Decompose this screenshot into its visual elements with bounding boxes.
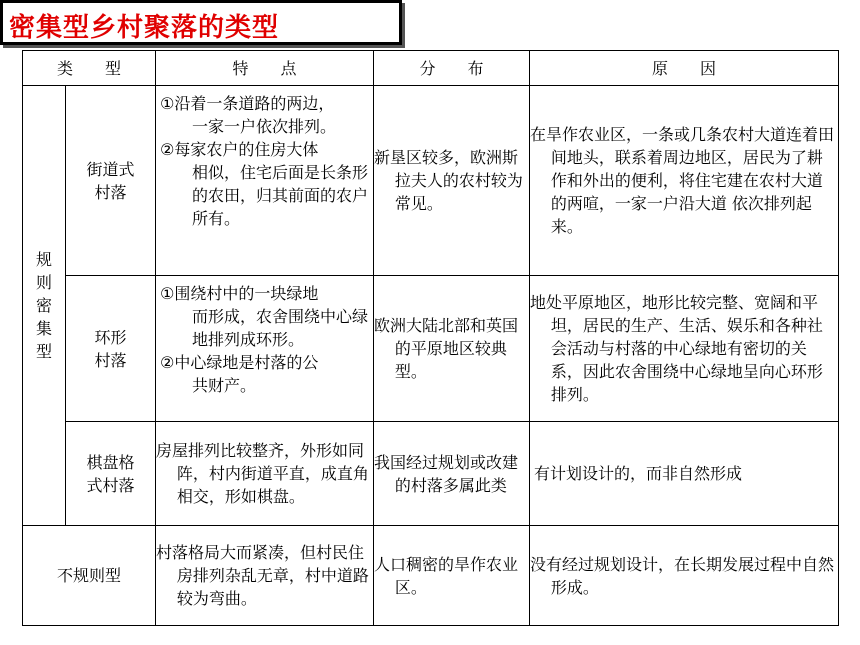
feature-mark: ①围绕村中的一块绿地 xyxy=(160,284,319,303)
header-distribution: 分 布 xyxy=(374,51,530,86)
subtype-cell xyxy=(66,276,156,422)
header-row xyxy=(23,51,839,86)
header-features: 特 点 xyxy=(156,51,374,86)
feature-cont: 而形成，农舍围绕中心绿地排列成环形。 xyxy=(192,307,369,349)
table-row xyxy=(23,86,839,276)
table-row xyxy=(23,526,839,626)
feature-cont: 共财产。 xyxy=(192,376,257,395)
distribution-cell: 新垦区较多，欧洲斯拉夫人的农村较为常见。 xyxy=(374,86,530,276)
distribution-cell: 人口稠密的旱作农业区。 xyxy=(374,526,530,626)
settlement-types-table xyxy=(22,50,839,626)
irregular-label: 不规则型 xyxy=(23,526,156,626)
reason-cell: 在旱作农业区，一条或几条农村大道连着田间地头，联系着周边地区，居民为了耕作和外出的便利，将住宅建在农村大道的两喧，一家一户沿大道 依次排列起来。 xyxy=(530,86,839,276)
reason-cell: 地处平原地区，地形比较完整、宽阔和平坦，居民的生产、生活、娱乐和各种社会活动与村落的中心绿地有密切的关系，因此农舍围绕中心绿地呈向心环形排列。 xyxy=(530,276,839,422)
subtype-label: 环形村落 xyxy=(94,327,127,370)
page-title: 密集型乡村聚落的类型 xyxy=(9,13,280,43)
table-row xyxy=(23,276,839,422)
features-cell: 村落格局大而紧凑，但村民住房排列杂乱无章，村中道路较为弯曲。 xyxy=(156,526,374,626)
reason-cell: 没有经过规划设计，在长期发展过程中自然形成。 xyxy=(530,526,839,626)
table-row xyxy=(23,422,839,526)
subtype-label: 棋盘格式村落 xyxy=(86,452,135,495)
feature-mark: ②中心绿地是村落的公 xyxy=(160,353,319,372)
subtype-cell xyxy=(66,86,156,276)
header-reason: 原 因 xyxy=(530,51,839,86)
feature-mark: ②每家农户的住房大体 xyxy=(160,140,319,159)
header-type: 类 型 xyxy=(23,51,156,86)
feature-cont: 相似，住宅后面是长条形的农田，归其前面的农户所有。 xyxy=(192,163,369,228)
feature-mark: ①沿着一条道路的两边， xyxy=(160,94,335,113)
reason-cell: 有计划设计的，而非自然形成 xyxy=(530,422,839,526)
distribution-cell: 我国经过规划或改建的村落多属此类 xyxy=(374,422,530,526)
title-box xyxy=(0,0,402,45)
subtype-label: 街道式村落 xyxy=(86,159,135,202)
distribution-cell: 欧洲大陆北部和英国的平原地区较典型。 xyxy=(374,276,530,422)
features-cell: 房屋排列比较整齐，外形如同阵，村内街道平直，成直角相交，形如棋盘。 xyxy=(156,422,374,526)
features-cell xyxy=(156,86,374,276)
regular-label-cell xyxy=(23,86,66,526)
features-cell xyxy=(156,276,374,422)
regular-label: 规则密集型 xyxy=(36,250,53,361)
subtype-cell xyxy=(66,422,156,526)
feature-cont: 一家一户依次排列。 xyxy=(192,117,337,136)
